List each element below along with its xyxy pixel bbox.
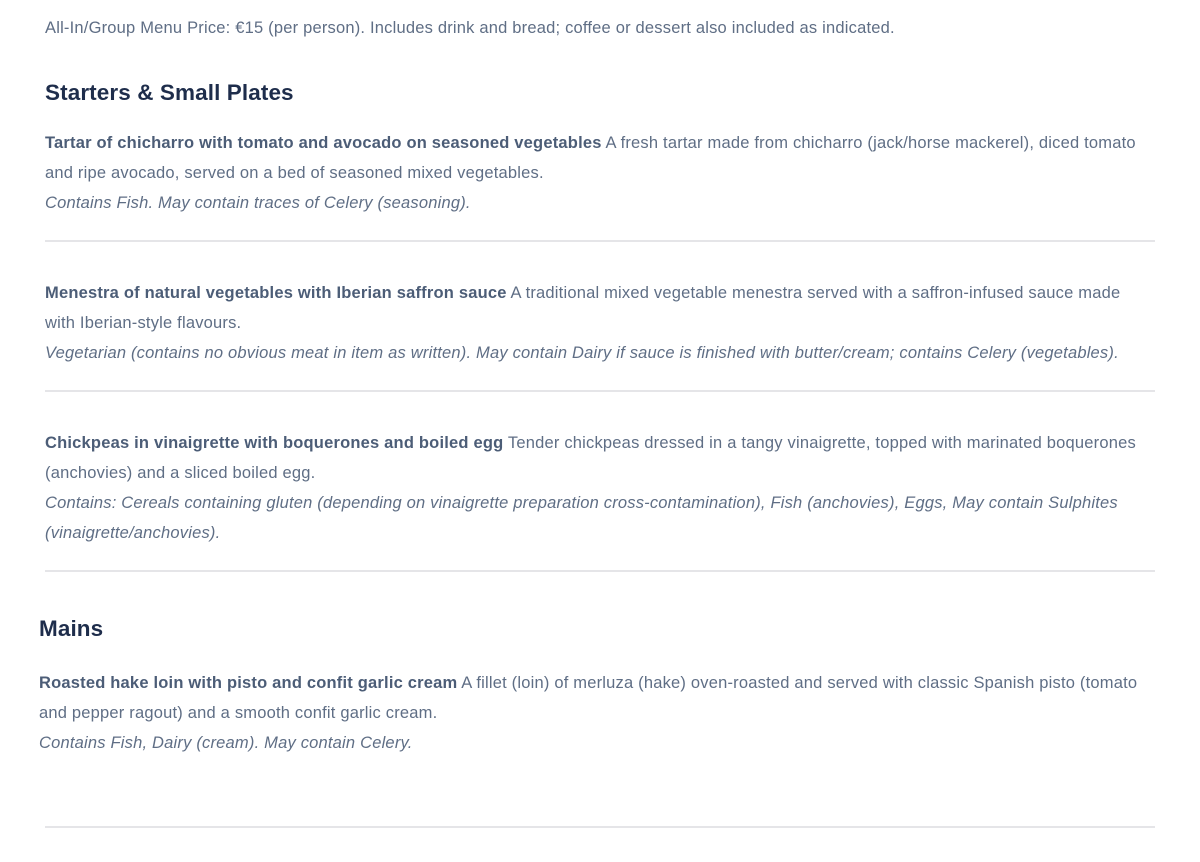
menu-item-text [45, 428, 1155, 488]
menu-item-allergens: Contains: Cereals containing gluten (depending on vinaigrette preparation cross-contamination), Fish (anchovies), Eggs, May contain Sulphites (vinaigrette/anchovies). [45, 494, 1118, 542]
menu-item-title: Chickpeas in vinaigrette with boquerones and boiled egg [45, 434, 504, 452]
menu-item-content [39, 668, 1149, 758]
menu-item-chickpeas [45, 428, 1155, 572]
mains-list [39, 668, 1155, 828]
menu-item-description: A traditional mixed vegetable menestra served with a saffron-infused sauce made with Iberian-style flavours. [45, 284, 1121, 332]
menu-item-description: A fillet (loin) of merluza (hake) oven-roasted and served with classic Spanish pisto (tomato and pepper ragout) and a smooth confit garlic cream. [39, 674, 1138, 722]
menu-item-text [45, 128, 1155, 188]
section-heading-starters: Starters & Small Plates [45, 80, 294, 105]
menu-item-title: Roasted hake loin with pisto and confit garlic cream [39, 674, 458, 692]
menu-item-text [39, 668, 1149, 728]
menu-item-allergens: Contains Fish. May contain traces of Celery (seasoning). [45, 194, 471, 212]
menu-item-title: Tartar of chicharro with tomato and avocado on seasoned vegetables [45, 134, 602, 152]
menu-item-menestra [45, 278, 1155, 392]
menu-item-tartar [45, 128, 1155, 242]
section-heading-mains: Mains [39, 616, 104, 641]
menu-item-hake [39, 668, 1155, 828]
menu-price-note: All-In/Group Menu Price: €15 (per person). Includes drink and bread; coffee or dessert also included as indicated. [45, 19, 895, 37]
menu-item-text [45, 278, 1155, 338]
menu-item-allergens: Vegetarian (contains no obvious meat in item as written). May contain Dairy if sauce is finished with butter/cream; contains Celery (vegetables). [45, 344, 1119, 362]
menu-item-description: A fresh tartar made from chicharro (jack/horse mackerel), diced tomato and ripe avocado, served on a bed of seasoned mixed vegetables. [45, 134, 1136, 182]
menu-item-description: Tender chickpeas dressed in a tangy vinaigrette, topped with marinated boquerones (anchovies) and a sliced boiled egg. [45, 434, 1136, 482]
starters-list [45, 128, 1155, 572]
menu-item-title: Menestra of natural vegetables with Iberian saffron sauce [45, 284, 507, 302]
menu-item-allergens: Contains Fish, Dairy (cream). May contain Celery. [39, 734, 413, 752]
